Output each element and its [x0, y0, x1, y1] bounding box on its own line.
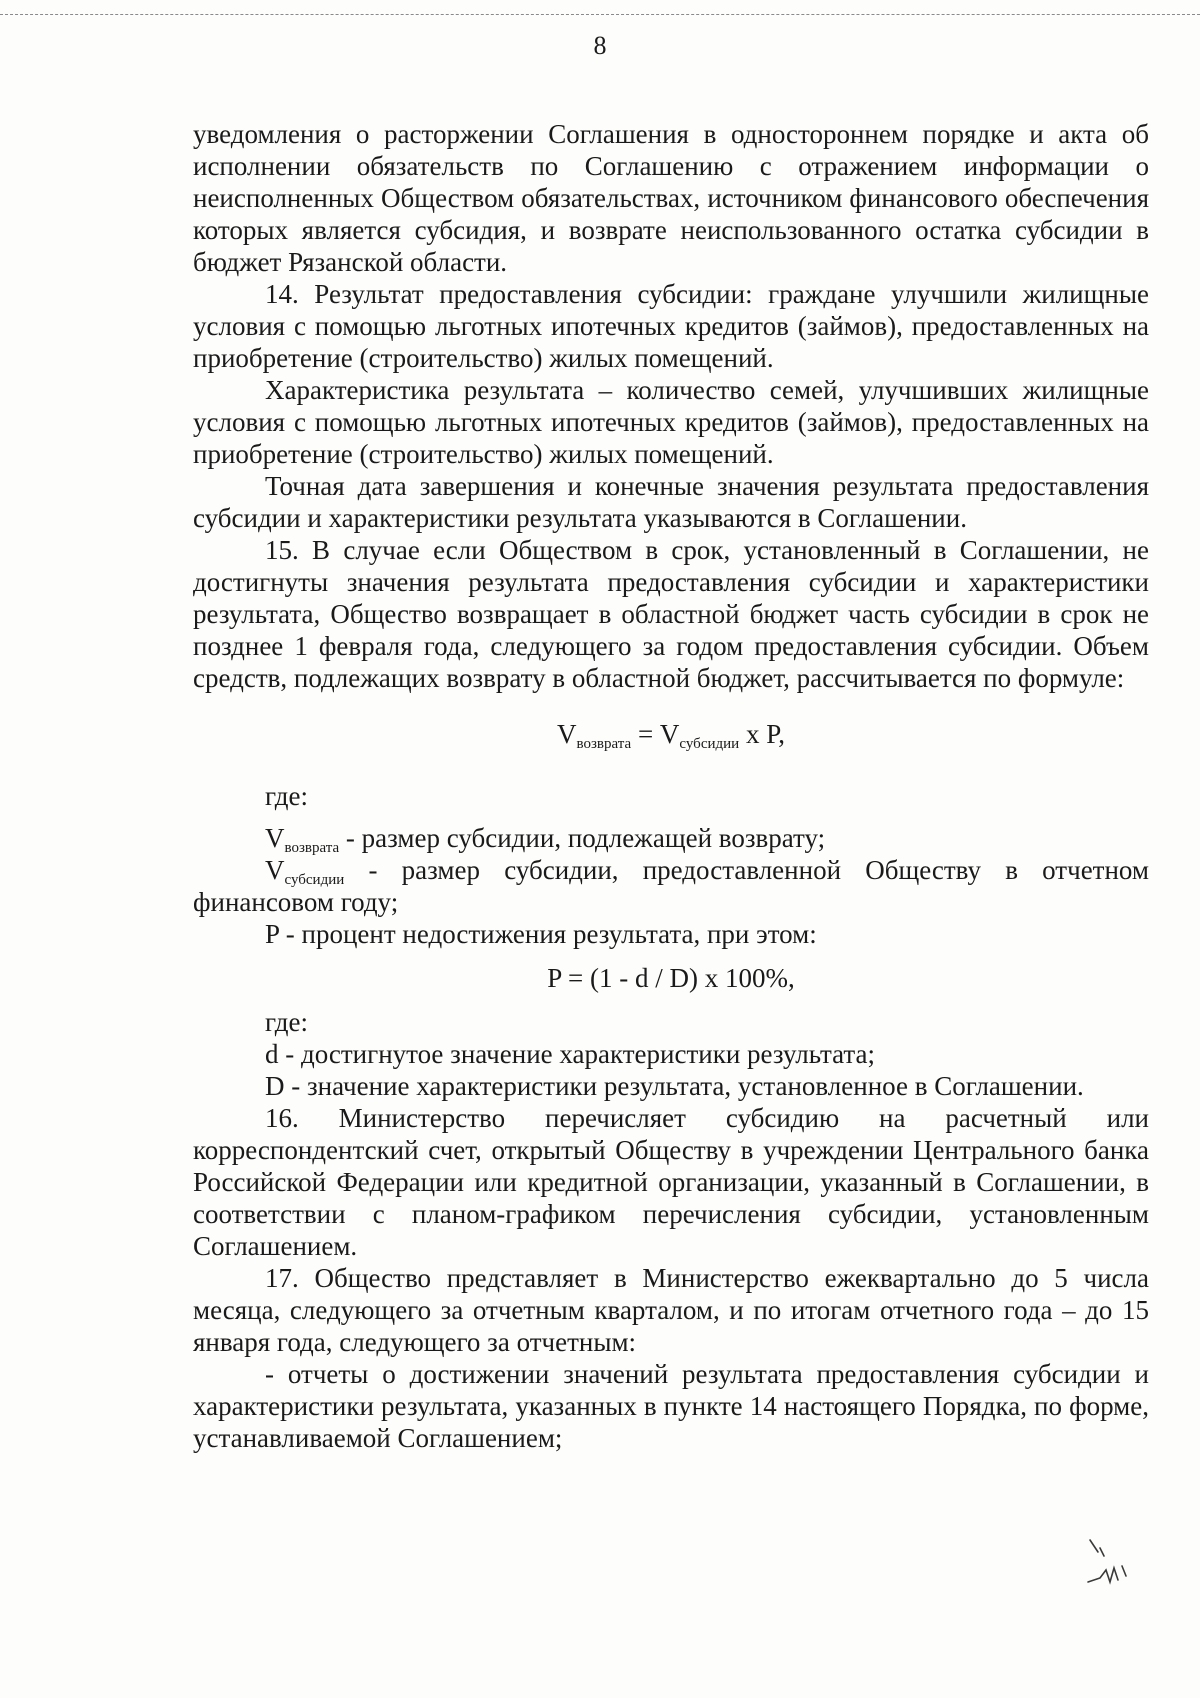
paragraph-14: 14. Результат предоставления субсидии: граждане улучшили жилищные условия с помощью льготных ипотечных кредитов (займов), предоставленных на приобретение (строительство) жилых помещений. [193, 279, 1149, 373]
def-vs: V [265, 855, 285, 885]
formula-v: V [557, 719, 577, 749]
def-v: V [265, 823, 285, 853]
formula-return [193, 718, 1149, 750]
paragraph-17-item: - отчеты о достижении значений результата предоставления субсидии и характеристики результата, указанных в пункте 14 настоящего Порядка, по форме, устанавливаемой Соглашением; [193, 1359, 1149, 1453]
definition-d-achieved: d - достигнутое значение характеристики результата; [265, 1039, 876, 1069]
def-v-text: - размер субсидии, подлежащей возврату; [339, 823, 826, 853]
paragraph-17: 17. Общество представляет в Министерство ежеквартально до 5 числа месяца, следующего за отчетным кварталом, и по итогам отчетного года – до 15 января года, следующего за отчетным: [193, 1263, 1149, 1357]
def-vs-text: - размер субсидии, предоставленной Обществу в отчетном финансовом году; [193, 855, 1149, 917]
where-label-1: где: [265, 781, 308, 811]
paragraph-intro: уведомления о расторжении Соглашения в одностороннем порядке и акта об исполнении обязательств по Соглашению с отражением информации о неисполненных Обществом обязательствах, источником финансового обеспечения которых является субсидия, и возврате неиспользованного остатка субсидии в бюджет Рязанской области. [193, 119, 1149, 277]
paragraph-14-date: Точная дата завершения и конечные значения результата предоставления субсидии и характеристики результата указываются в Соглашении. [193, 471, 1149, 533]
def-v-sub: возврата [284, 840, 340, 856]
where-label-2: где: [265, 1007, 308, 1037]
paragraph-14-characteristic: Характеристика результата – количество семей, улучшивших жилищные условия с помощью льготных ипотечных кредитов (займов), предоставленных на приобретение (строительство) жилых помещений. [193, 375, 1149, 469]
definition-p: P - процент недостижения результата, при этом: [265, 919, 817, 949]
document-body [193, 118, 1149, 1454]
page-number: 8 [593, 31, 607, 60]
formula-sub-subsidy: субсидии [679, 736, 740, 752]
formula-percent: P = (1 - d / D) x 100%, [547, 963, 795, 993]
formula-sub-return: возврата [576, 736, 632, 752]
def-vs-sub: субсидии [284, 872, 345, 888]
definition-v-subsidy [193, 854, 1149, 918]
paragraph-15: 15. В случае если Обществом в срок, установленный в Соглашении, не достигнуты значения результата предоставления субсидии и характеристики результата, Общество возвращает в областной бюджет часть субсидии в срок не позднее 1 февраля года, следующего за годом предоставления субсидии. Объем средств, подлежащих возврату в областной бюджет, рассчитывается по формуле: [193, 535, 1149, 693]
definition-v-return [193, 822, 1149, 854]
handwritten-mark-icon [1080, 1530, 1150, 1600]
formula-eq: = V [631, 719, 680, 749]
paragraph-16: 16. Министерство перечисляет субсидию на расчетный или корреспондентский счет, открытый Обществу в учреждении Центрального банка Российской Федерации или кредитной организации, указанный в Соглашении, в соответствии с планом-графиком перечисления субсидии, установленным Соглашением. [193, 1103, 1149, 1261]
formula-tail: x P, [739, 719, 785, 749]
scan-top-edge [0, 14, 1200, 15]
definition-d-target: D - значение характеристики результата, установленное в Соглашении. [265, 1071, 1084, 1101]
